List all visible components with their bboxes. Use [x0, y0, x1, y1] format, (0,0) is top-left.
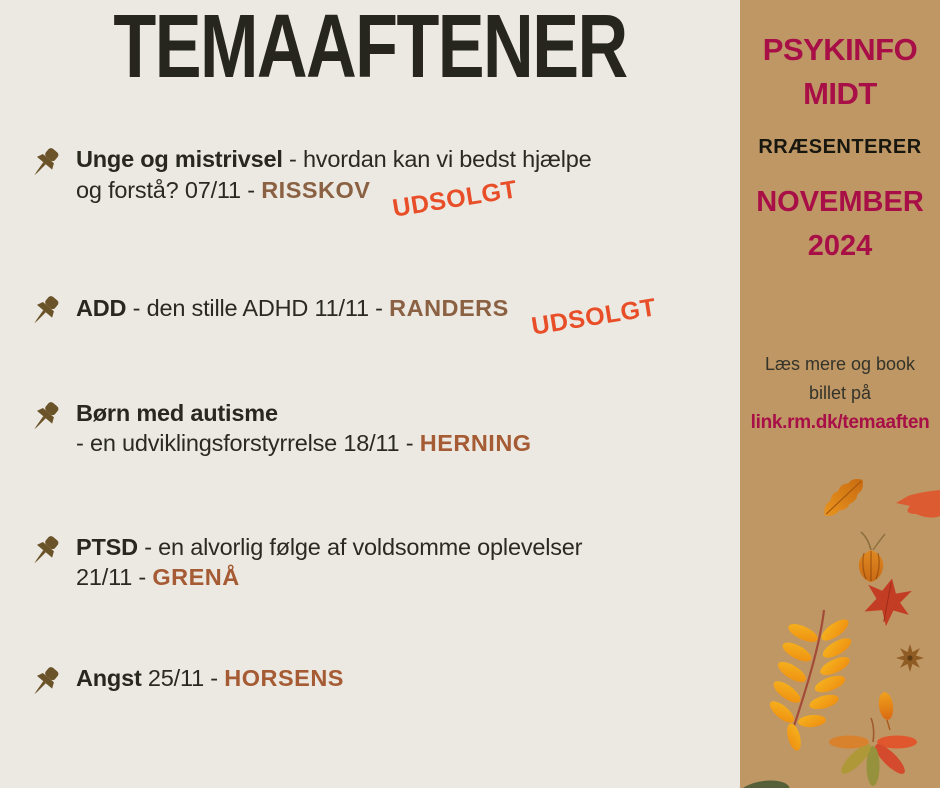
- brand-line-1: PSYKINFO: [762, 32, 918, 67]
- rowan-leaf-icon: [767, 610, 855, 752]
- event-title: Unge og mistrivsel: [76, 146, 283, 172]
- event-item: [28, 663, 728, 700]
- event-item: [28, 292, 728, 341]
- event-city: HORSENS: [224, 665, 344, 691]
- maple-leaf-icon: [860, 574, 915, 631]
- page-title: [0, 0, 740, 97]
- event-text: Børn med autisme - en udviklingsforstyrrelse 18/11 - HERNING: [76, 400, 532, 457]
- event-city: RISSKOV: [261, 177, 371, 204]
- event-city: GRENÅ: [152, 564, 240, 591]
- soldout-badge: UDSOLGT: [391, 175, 520, 223]
- oak-leaf-icon: [817, 473, 869, 523]
- event-title: PTSD: [76, 534, 138, 560]
- green-leaf-icon: [740, 777, 791, 788]
- event-item: [28, 532, 728, 592]
- month-label: [740, 181, 940, 268]
- pushpin-icon: [28, 145, 64, 181]
- event-item: [28, 144, 728, 223]
- creeper-leaf-icon: [829, 718, 917, 786]
- booking-info: [748, 350, 932, 408]
- event-title: Børn med autisme: [76, 400, 278, 426]
- brand-line-2: MIDT: [803, 76, 877, 112]
- pushpin-icon: [28, 293, 64, 329]
- event-text: Unge og mistrivsel - hvordan kan vi bedst hjælpe og forstå? 07/11 - RISSKOV UDSOLGT: [76, 146, 592, 223]
- event-text: PTSD - en alvorlig følge af voldsomme oplevelser 21/11 - GRENÅ: [76, 534, 583, 591]
- event-item: [28, 398, 728, 458]
- soldout-badge: UDSOLGT: [529, 293, 658, 341]
- booking-info-line-1: Læs mere og book: [764, 354, 916, 375]
- event-text: ADD - den stille ADHD 11/11 - RANDERS UDSOLGT: [76, 293, 658, 341]
- event-title: Angst: [76, 665, 142, 691]
- physalis-icon: [859, 532, 885, 582]
- event-title: ADD: [76, 295, 127, 321]
- booking-info-line-2: billet på: [808, 382, 872, 403]
- month-line-2: 2024: [807, 229, 873, 262]
- event-text: Angst 25/11 - HORSENS: [76, 665, 344, 691]
- brand-title: [740, 28, 940, 116]
- month-line-1: NOVEMBER: [756, 186, 924, 219]
- booking-link[interactable]: link.rm.dk/temaaften: [750, 411, 930, 433]
- small-leaf-icon: [877, 691, 895, 730]
- sidebar: [740, 0, 940, 788]
- star-anise-icon: [896, 644, 924, 672]
- event-city: HERNING: [419, 430, 532, 457]
- autumn-leaves-decoration: [740, 440, 940, 788]
- pushpin-icon: [28, 664, 64, 700]
- page-title-text: TEMAAFTENER: [113, 0, 627, 97]
- presents-label: RRÆSENTERER: [758, 136, 922, 159]
- pushpin-icon: [28, 399, 64, 435]
- pushpin-icon: [28, 533, 64, 569]
- red-leaf-icon: [896, 490, 940, 518]
- event-city: RANDERS: [389, 295, 509, 321]
